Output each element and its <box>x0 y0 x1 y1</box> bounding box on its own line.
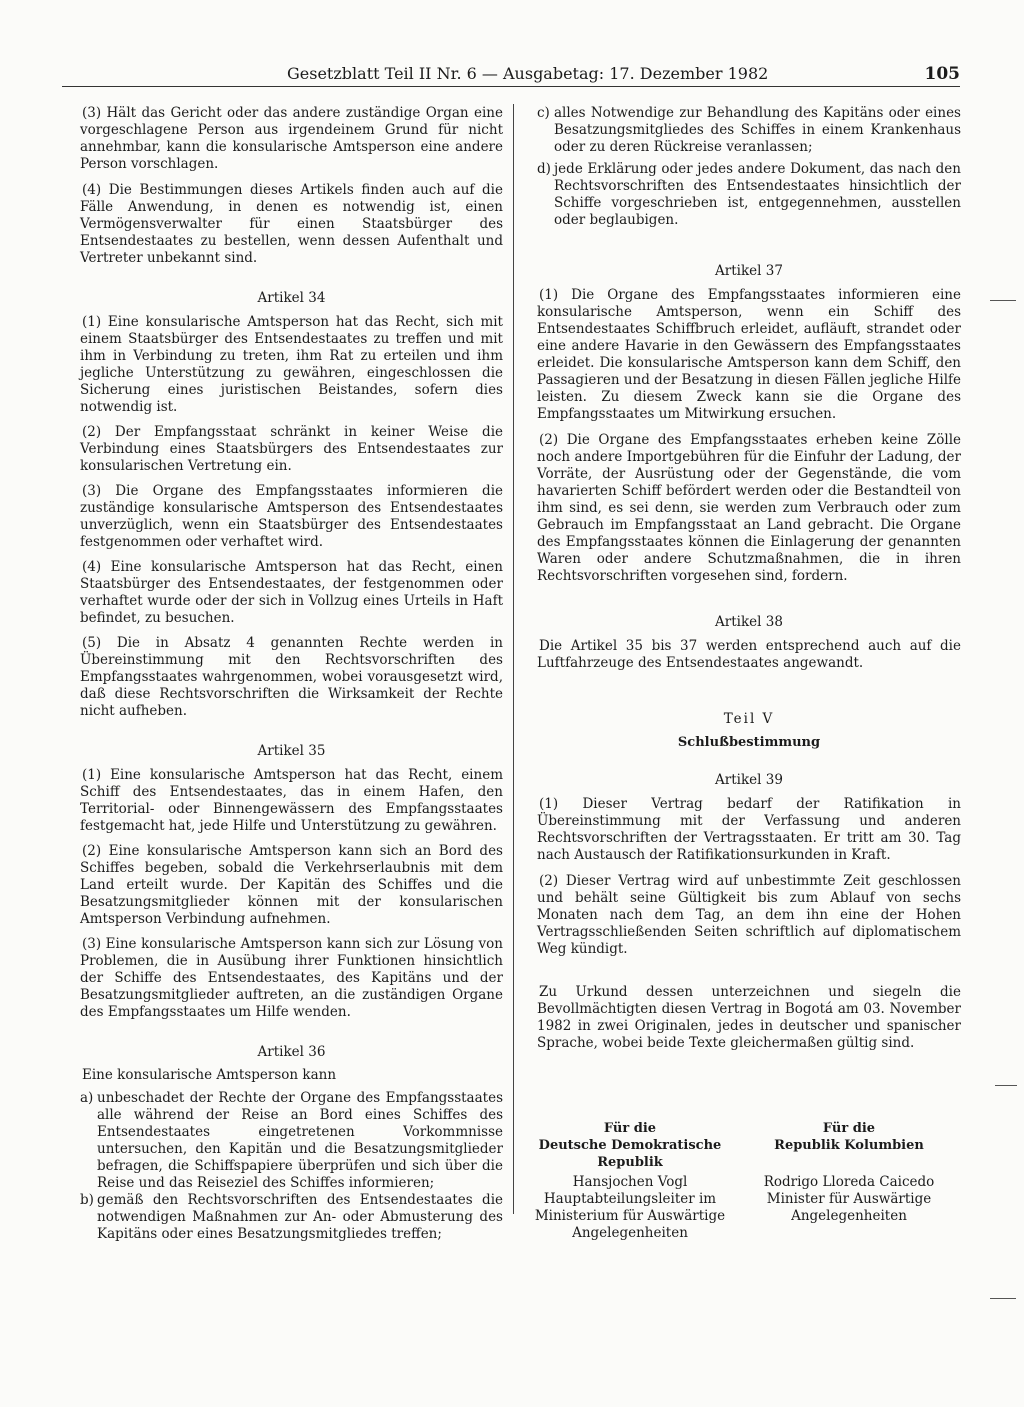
closing-paragraph: Zu Urkund dessen unterzeichnen und siegeln die Bevollmächtigten diesen Vertrag in Bogotá am 03. November 1982 in zwei Originalen, jedes in deutscher und spanischer Sprache, wobei beide Texte gleichermaßen gültig sind. <box>537 984 961 1051</box>
scan-mark <box>990 300 1016 301</box>
list-item <box>537 161 961 229</box>
paragraph: (1) Eine konsularische Amtsperson hat das Recht, sich mit einem Staatsbürger des Entsendestaates zu treffen und mit ihm in Verbindung zu treten, ihm Rat zu erteilen und ihm jegliche Unterstützung zu gewähren, eingeschlossen die Sicherung eines juristischen Beistandes, sofern dies notwendig ist. <box>80 314 503 415</box>
article-heading: Artikel 37 <box>715 263 783 279</box>
page-header <box>62 64 960 84</box>
signature-name: Hansjochen Vogl <box>572 1174 688 1190</box>
list-marker: c) <box>537 105 550 121</box>
signature-country: Deutsche Demokratische Republik <box>538 1138 722 1170</box>
signature-role: Hauptabteilungsleiter im Ministerium für Auswärtige Angelegenheiten <box>534 1191 726 1241</box>
paragraph: (2) Die Organe des Empfangsstaates erheben keine Zölle noch andere Importgebühren für die Einfuhr der Ladung, der Vorräte, der Ausrüstung oder der Gegenstände, die vom havarierten Schiff befördert werden oder die Bestandteil von ihm sind, es sei denn, sie werden zum Verbrauch oder zum Gebrauch im Empfangsstaat an Land gebracht. Die Organe des Empfangsstaates können die Einlagerung der genannten Waren oder andere Schutzmaßnahmen, die in ihren Rechtsvorschriften vorgesehen sind, fordern. <box>537 432 961 584</box>
article-heading: Artikel 39 <box>715 772 783 788</box>
signature-for: Für die <box>822 1121 876 1136</box>
signature-block-colombia <box>742 1120 956 1225</box>
paragraph: (3) Eine konsularische Amtsperson kann sich zur Lösung von Problemen, die in Ausübung ihrer Funktionen hinsichtlich der Schiffe des Entsendestaates, des Kapitäns und der Besatzungsmitglieder auftreten, an die zuständigen Organe des Empfangsstaates um Hilfe wenden. <box>80 936 503 1020</box>
part-heading: Teil V <box>723 711 775 727</box>
part-subtitle: Schlußbestimmung <box>677 735 821 750</box>
list-marker: a) <box>80 1090 94 1106</box>
signature-name: Rodrigo Lloreda Caicedo <box>763 1174 935 1190</box>
list-item <box>80 1192 503 1243</box>
right-column <box>537 105 961 1052</box>
list-marker: b) <box>80 1192 94 1208</box>
paragraph: (5) Die in Absatz 4 genannten Rechte werden in Übereinstimmung mit den Rechtsvorschriften des Empfangsstaates wahrgenommen, wobei vorausgesetzt wird, daß diese Rechtsvorschriften die Wirksamkeit der Rechte nicht aufheben. <box>80 635 503 719</box>
paragraph: (2) Der Empfangsstaat schränkt in keiner Weise die Verbindung eines Staatsbürgers des Entsendestaates zur konsularischen Vertretung ein. <box>80 424 503 474</box>
article-heading: Artikel 36 <box>257 1044 326 1060</box>
paragraph: (4) Eine konsularische Amtsperson hat das Recht, einen Staatsbürger des Entsendestaates, der festgenommen oder verhaftet wurde oder der sich in Vollzug eines Urteils in Haft befindet, zu besuchen. <box>80 559 503 626</box>
column-divider <box>513 104 514 1214</box>
signature-country: Republik Kolumbien <box>774 1138 924 1153</box>
signature-block-ddr <box>527 1120 733 1242</box>
list-text: gemäß den Rechtsvorschriften des Entsendestaates die notwendigen Maßnahmen zur An- oder Abmusterung des Kapitäns oder eines Besatzungsmitgliedes treffen; <box>97 1192 503 1242</box>
scan-mark <box>995 1085 1017 1086</box>
paragraph: (2) Eine konsularische Amtsperson kann sich an Bord des Schiffes begeben, sobald die Verkehrserlaubnis mit dem Land erteilt wurde. Der Kapitän des Schiffes und die Besatzungsmitglieder können mit der konsularischen Amtsperson Verbindung aufnehmen. <box>80 843 503 927</box>
list-text: unbeschadet der Rechte der Organe des Empfangsstaates alle während der Reise an Bord eines Schiffes des Entsendestaates eingetretenen Vorkommnisse untersuchen, den Kapitän und die Besatzungsmitglieder befragen, die Schiffspapiere überprüfen und sich über die Reise und das Reiseziel des Schiffes informieren; <box>97 1090 503 1191</box>
header-title: Gesetzblatt Teil II Nr. 6 — Ausgabetag: 17. Dezember 1982 <box>287 64 769 83</box>
scan-mark <box>990 1298 1016 1299</box>
paragraph: (1) Dieser Vertrag bedarf der Ratifikation in Übereinstimmung mit der Verfassung und anderen Rechtsvorschriften der Vertragsstaaten. Er tritt am 30. Tag nach Austausch der Ratifikationsurkunden in Kraft. <box>537 796 961 863</box>
left-column <box>80 105 503 1243</box>
paragraph: (1) Eine konsularische Amtsperson hat das Recht, einem Schiff des Entsendestaates, das in einem Hafen, den Territorial- oder Binnengewässern des Empfangsstaates festgemacht hat, jede Hilfe und Unterstützung zu gewähren. <box>80 767 503 834</box>
list-marker: d) <box>537 161 551 177</box>
article-heading: Artikel 38 <box>715 614 783 630</box>
article-heading: Artikel 34 <box>257 290 326 306</box>
list-text: alles Notwendige zur Behandlung des Kapitäns oder eines Besatzungsmitgliedes des Schiffes in einem Krankenhaus oder zu deren Rückreise veranlassen; <box>554 105 961 155</box>
paragraph: Die Artikel 35 bis 37 werden entsprechend auch auf die Luftfahrzeuge des Entsendestaates angewandt. <box>537 638 961 671</box>
paragraph: (3) Die Organe des Empfangsstaates informieren die zuständige konsularische Amtsperson des Entsendestaates unverzüglich, wenn ein Staatsbürger des Entsendestaates festgenommen oder verhaftet wird. <box>80 483 503 550</box>
list-item <box>537 105 961 156</box>
signature-for: Für die <box>603 1121 657 1136</box>
paragraph: (4) Die Bestimmungen dieses Artikels finden auch auf die Fälle Anwendung, in denen es notwendig ist, einen Vermögensverwalter für einen Staatsbürger des Entsendestaates zu bestellen, wenn dessen Aufenthalt und Vertreter unbekannt sind. <box>80 182 503 266</box>
signature-role: Minister für Auswärtige Angelegenheiten <box>766 1191 932 1224</box>
page-number: 105 <box>924 64 960 84</box>
list-text: jede Erklärung oder jedes andere Dokument, das nach den Rechtsvorschriften des Entsendestaates hinsichtlich der Schiffe vorgeschrieben ist, entgegennehmen, ausstellen oder beglaubigen. <box>554 161 961 228</box>
article-heading: Artikel 35 <box>257 743 326 759</box>
list-item <box>80 1090 503 1192</box>
paragraph: (1) Die Organe des Empfangsstaates informieren eine konsularische Amtsperson, wenn ein Schiff des Entsendestaates Schiffbruch erleidet, aufläuft, strandet oder eine andere Havarie in den Gewässern des Empfangsstaates erleidet. Die konsularische Amtsperson kann dem Schiff, den Passagieren und der Besatzung in diesen Fällen jegliche Hilfe leisten. Zu diesem Zweck kann sie die Organe des Empfangsstaates um Mitwirkung ersuchen. <box>537 287 961 422</box>
paragraph: Eine konsularische Amtsperson kann <box>82 1067 337 1083</box>
header-rule <box>62 86 960 87</box>
paragraph: (2) Dieser Vertrag wird auf unbestimmte Zeit geschlossen und behält seine Gültigkeit bis zum Ablauf von sechs Monaten nach dem Tag, an dem ihn eine der Hohen Vertragsschließenden Seiten schriftlich auf diplomatischem Weg kündigt. <box>537 873 961 957</box>
paragraph: (3) Hält das Gericht oder das andere zuständige Organ eine vorgeschlagene Person aus irgendeinem Grund für nicht annehmbar, kann die konsularische Amtsperson eine andere Person vorschlagen. <box>80 105 503 172</box>
